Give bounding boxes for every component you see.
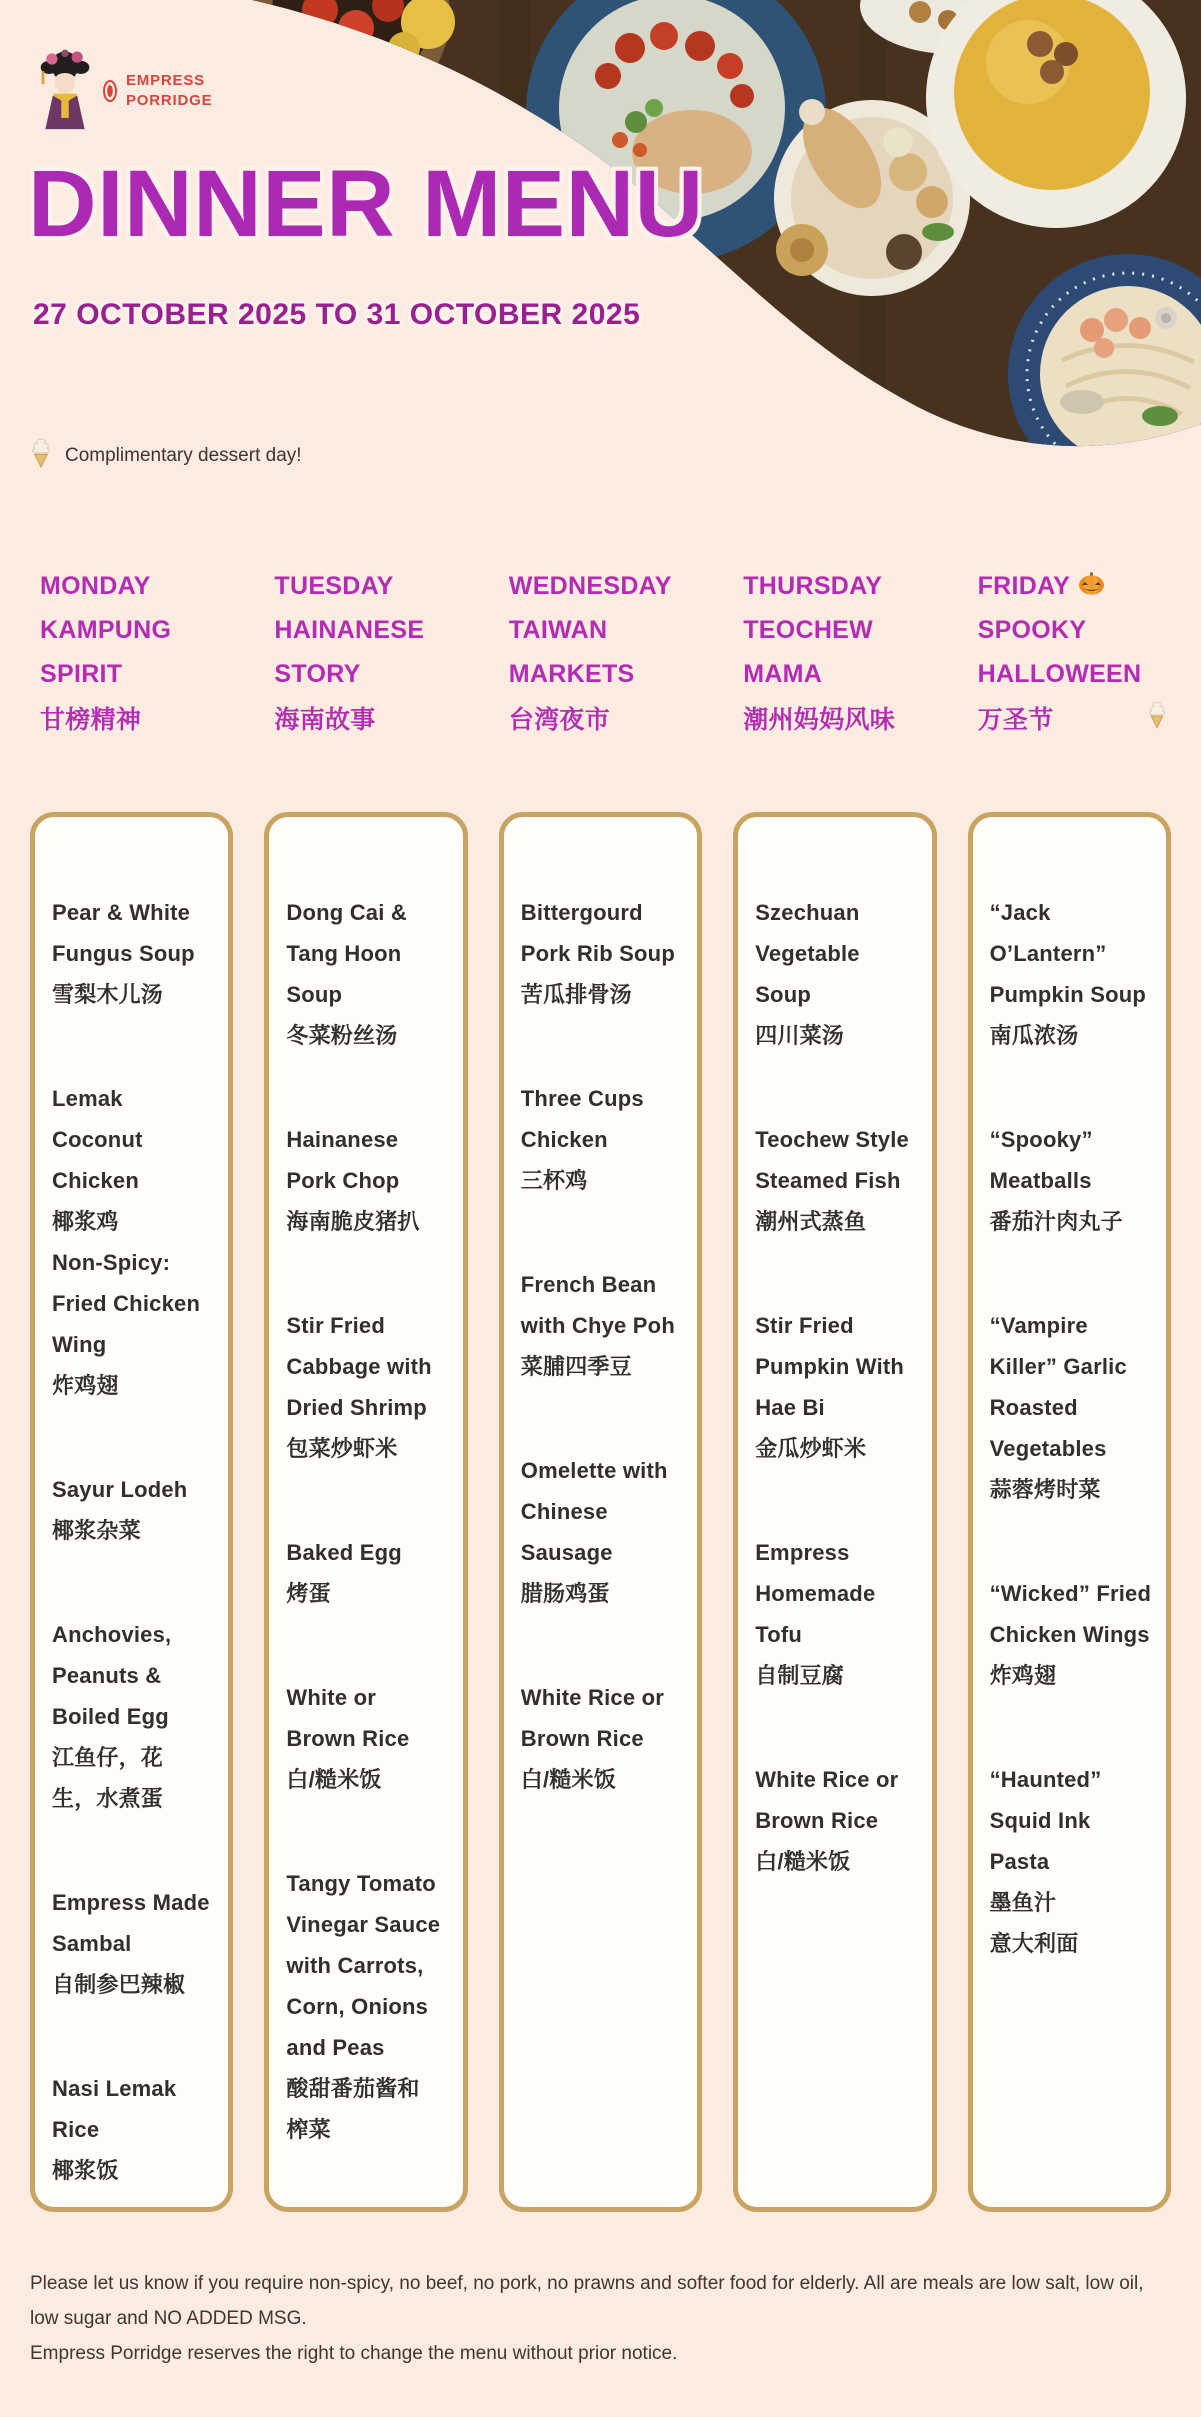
menu-item-line: 白/糙米饭 [755, 1849, 851, 1874]
menu-item [755, 1532, 921, 1696]
menu-item-line: Dong Cai & [286, 900, 407, 925]
menu-item-line: 包菜炒虾米 [286, 1436, 398, 1461]
menu-item-line: 海南脆皮猪扒 [286, 1209, 420, 1234]
menu-item [990, 1573, 1156, 1696]
day-name-text: THURSDAY [743, 571, 883, 600]
day-headers-row [30, 564, 1171, 740]
day-name-friday [978, 564, 1171, 608]
menu-item-line: 酸甜番茄酱和 [286, 2076, 420, 2101]
menu-item [755, 892, 921, 1056]
menu-item-line: “Spooky” [989, 1127, 1093, 1152]
theme-zh-text: 海南故事 [274, 706, 376, 734]
theme-line: STORY [274, 659, 361, 688]
menu-card-monday [30, 812, 233, 2212]
menu-item-line: Hainanese [286, 1127, 399, 1152]
menu-item-line: Pumpkin With [755, 1354, 905, 1379]
theme-zh-text: 潮州妈妈风味 [743, 706, 895, 734]
day-name-thursday [743, 564, 936, 608]
menu-item-line: Homemade [755, 1581, 876, 1606]
menu-item-line: Non-Spicy: [52, 1250, 171, 1275]
menu-item-line: Pasta [989, 1849, 1050, 1874]
theme-line: MARKETS [508, 659, 635, 688]
menu-item [286, 1863, 452, 2150]
menu-item-line: Hae Bi [755, 1395, 825, 1420]
menu-item-line: Baked Egg [286, 1540, 402, 1565]
menu-item-line: Pork Rib Soup [520, 941, 675, 966]
menu-item-line: Vegetables [989, 1436, 1107, 1461]
theme-line: TAIWAN [508, 615, 608, 644]
theme-zh-text: 甘榜精神 [40, 706, 142, 734]
menu-item-line: Killer” Garlic [989, 1354, 1127, 1379]
menu-item [755, 1119, 921, 1242]
menu-item [990, 1305, 1156, 1510]
menu-cards-row [30, 812, 1171, 2212]
menu-item-line: Omelette with [520, 1458, 668, 1483]
menu-item [52, 1469, 218, 1551]
day-name-text: MONDAY [40, 571, 151, 600]
theme-line: SPOOKY [977, 615, 1087, 644]
menu-item-line: 菜脯四季豆 [520, 1354, 632, 1379]
dessert-note [30, 438, 302, 474]
menu-item-line: 南瓜浓汤 [989, 1023, 1079, 1048]
brand-name [126, 71, 212, 110]
menu-item [990, 1119, 1156, 1242]
menu-item-line: Pork Chop [286, 1168, 400, 1193]
menu-item-line: “Wicked” Fried [989, 1581, 1152, 1606]
menu-item-line: Lemak [52, 1086, 123, 1111]
menu-item-line: Tang Hoon [286, 941, 402, 966]
menu-item-line: Chinese [520, 1499, 608, 1524]
menu-item [286, 1677, 452, 1800]
day-name-text: TUESDAY [274, 571, 394, 600]
menu-item-line: White or [286, 1685, 376, 1710]
empress-logo-icon [36, 46, 94, 135]
menu-item-line: Sambal [52, 1931, 132, 1956]
dietary-note: Please let us know if you require non-spicy, no beef, no pork, no prawns and softer food for elderly. All are meals are low salt, low oil, low sugar and NO ADDED MSG. [30, 2273, 1144, 2329]
menu-item-line: Stir Fried [755, 1313, 854, 1338]
menu-item-line: Brown Rice [755, 1808, 879, 1833]
menu-item-line: 榨菜 [286, 2117, 331, 2142]
menu-item-line: “Haunted” [989, 1767, 1102, 1792]
menu-item-line: Bittergourd [520, 900, 643, 925]
menu-item-line: O’Lantern” [989, 941, 1107, 966]
theme-line: TEOCHEW [743, 615, 874, 644]
day-header-thursday [733, 564, 936, 740]
menu-item-line: Sayur Lodeh [52, 1477, 188, 1502]
menu-item [521, 1078, 687, 1201]
menu-item-line: 白/糙米饭 [286, 1767, 382, 1792]
menu-item-line: 蒜蓉烤时菜 [989, 1477, 1101, 1502]
menu-item-line: Soup [755, 982, 811, 1007]
menu-item-line: 潮州式蒸鱼 [755, 1209, 867, 1234]
day-header-wednesday [499, 564, 702, 740]
menu-item-line: Sausage [520, 1540, 613, 1565]
menu-item-line: Empress [755, 1540, 850, 1565]
menu-item-line: 番茄汁肉丸子 [989, 1209, 1123, 1234]
menu-item [286, 892, 452, 1056]
menu-item-line: Brown Rice [286, 1726, 410, 1751]
menu-item-line: Tofu [755, 1622, 802, 1647]
menu-item-line: Roasted [989, 1395, 1078, 1420]
menu-item-line: “Vampire [989, 1313, 1088, 1338]
menu-item-line: Vegetable [755, 941, 860, 966]
menu-item-line: Szechuan [755, 900, 860, 925]
theme-line: KAMPUNG [40, 615, 172, 644]
seal-icon [103, 79, 117, 103]
menu-item-line: Nasi Lemak [52, 2076, 177, 2101]
theme-line: MAMA [743, 659, 823, 688]
menu-item-line: 雪梨木儿汤 [52, 982, 164, 1007]
menu-item-line: Rice [52, 2117, 100, 2142]
menu-item-line: 自制参巴辣椒 [52, 1972, 186, 1997]
menu-item-line: Squid Ink [989, 1808, 1091, 1833]
day-header-monday [30, 564, 233, 740]
menu-item-line: Steamed Fish [755, 1168, 901, 1193]
menu-item-line: Anchovies, [52, 1622, 172, 1647]
theme-zh-text: 万圣节 [977, 706, 1054, 734]
day-name-wednesday [509, 564, 702, 608]
menu-item-line: Vinegar Sauce [286, 1912, 441, 1937]
menu-item-line: Soup [286, 982, 343, 1007]
menu-item [755, 1305, 921, 1469]
menu-item-line: 自制豆腐 [755, 1663, 844, 1688]
icecream-icon [1147, 701, 1167, 736]
menu-item-line: French Bean [520, 1272, 657, 1297]
page-title: DINNER MENU [28, 151, 704, 257]
menu-item-line: 椰浆杂菜 [52, 1518, 141, 1543]
footer-notes [30, 2266, 1175, 2371]
brand-name-line1: EMPRESS [126, 72, 205, 89]
menu-item-line: 炸鸡翅 [52, 1373, 119, 1398]
menu-card-tuesday [264, 812, 467, 2212]
menu-item-line: 墨鱼汁 [989, 1890, 1057, 1915]
theme-zh-line [743, 696, 936, 740]
theme-line: SPIRIT [40, 659, 123, 688]
menu-item [521, 892, 687, 1015]
menu-item [990, 892, 1156, 1056]
date-range: 27 OCTOBER 2025 TO 31 OCTOBER 2025 [33, 298, 641, 331]
day-name-text: FRIDAY [977, 571, 1071, 600]
menu-card-wednesday [499, 812, 702, 2212]
dessert-note-text: Complimentary dessert day! [65, 445, 302, 466]
menu-item-line: 金瓜炒虾米 [755, 1436, 867, 1461]
theme-line: HALLOWEEN [977, 659, 1142, 688]
theme-line: HAINANESE [274, 615, 425, 644]
menu-item-line: Brown Rice [520, 1726, 644, 1751]
pumpkin-icon [1078, 570, 1105, 602]
menu-item-line: 江鱼仔，花 [52, 1745, 164, 1770]
menu-item-line: Meatballs [989, 1168, 1092, 1193]
menu-item-line: 椰浆鸡 [52, 1209, 119, 1234]
menu-item-line: Chicken [520, 1127, 608, 1152]
menu-item [52, 2068, 218, 2191]
menu-item-line: 苦瓜排骨汤 [520, 982, 632, 1007]
brand-name-line2: PORRIDGE [126, 91, 213, 109]
menu-item-line: Corn, Onions [286, 1994, 429, 2019]
menu-item-line: Coconut [52, 1127, 143, 1152]
menu-item-line: 意大利面 [989, 1931, 1079, 1956]
menu-item-line: and Peas [286, 2035, 385, 2060]
theme-zh-text: 台湾夜市 [508, 706, 610, 734]
menu-item [521, 1264, 687, 1387]
menu-item [755, 1759, 921, 1882]
menu-item-line: Empress Made [52, 1890, 210, 1915]
day-header-friday [968, 564, 1171, 740]
menu-item-line: Boiled Egg [52, 1704, 169, 1729]
menu-item [521, 1677, 687, 1800]
menu-item [286, 1532, 452, 1614]
menu-item [521, 1450, 687, 1614]
day-name-text: WEDNESDAY [508, 571, 672, 600]
menu-item-line: Pear & White [52, 900, 191, 925]
icecream-icon [30, 438, 52, 474]
menu-item-line: 冬菜粉丝汤 [286, 1023, 398, 1048]
menu-item [52, 1078, 218, 1406]
menu-item [286, 1119, 452, 1242]
menu-item-line: Chicken Wings [989, 1622, 1150, 1647]
menu-item-line: White Rice or [520, 1685, 664, 1710]
menu-item-line: 腊肠鸡蛋 [520, 1581, 610, 1606]
menu-item-line: White Rice or [755, 1767, 899, 1792]
menu-item-line: 白/糙米饭 [520, 1767, 616, 1792]
menu-item [52, 1614, 218, 1819]
menu-item-line: with Carrots, [286, 1953, 424, 1978]
menu-item-line: Chicken [52, 1168, 139, 1193]
menu-item [52, 1882, 218, 2005]
menu-item [286, 1305, 452, 1469]
menu-item-line: Pumpkin Soup [989, 982, 1146, 1007]
menu-item-line: Dried Shrimp [286, 1395, 427, 1420]
theme-zh-line [509, 696, 702, 740]
brand-logo [36, 46, 212, 135]
menu-item-line: Fungus Soup [52, 941, 195, 966]
menu-item-line: Cabbage with [286, 1354, 432, 1379]
theme-zh-line [978, 696, 1171, 740]
menu-item-line: Teochew Style [755, 1127, 909, 1152]
theme-zh-line [274, 696, 467, 740]
menu-item-line: 四川菜汤 [755, 1023, 844, 1048]
menu-item-line: 三杯鸡 [520, 1168, 588, 1193]
menu-item-line: 烤蛋 [286, 1581, 331, 1606]
menu-item-line: “Jack [989, 900, 1051, 925]
menu-card-friday [968, 812, 1171, 2212]
menu-item-line: Tangy Tomato [286, 1871, 436, 1896]
day-header-tuesday [264, 564, 467, 740]
menu-item-line: Peanuts & [52, 1663, 162, 1688]
menu-item-line: Fried Chicken [52, 1291, 201, 1316]
menu-item-line: Wing [52, 1332, 107, 1357]
menu-item-line: with Chye Poh [520, 1313, 675, 1338]
menu-item-line: 生，水煮蛋 [52, 1786, 164, 1811]
menu-item-line: Three Cups [520, 1086, 644, 1111]
theme-zh-line [40, 696, 233, 740]
menu-item-line: 椰浆饭 [52, 2158, 119, 2183]
day-name-monday [40, 564, 233, 608]
menu-item-line: 炸鸡翅 [989, 1663, 1057, 1688]
menu-item-line: Stir Fried [286, 1313, 385, 1338]
menu-item [52, 892, 218, 1015]
menu-card-thursday [733, 812, 936, 2212]
disclaimer: Empress Porridge reserves the right to change the menu without prior notice. [30, 2343, 678, 2364]
menu-item [990, 1759, 1156, 1964]
day-name-tuesday [274, 564, 467, 608]
